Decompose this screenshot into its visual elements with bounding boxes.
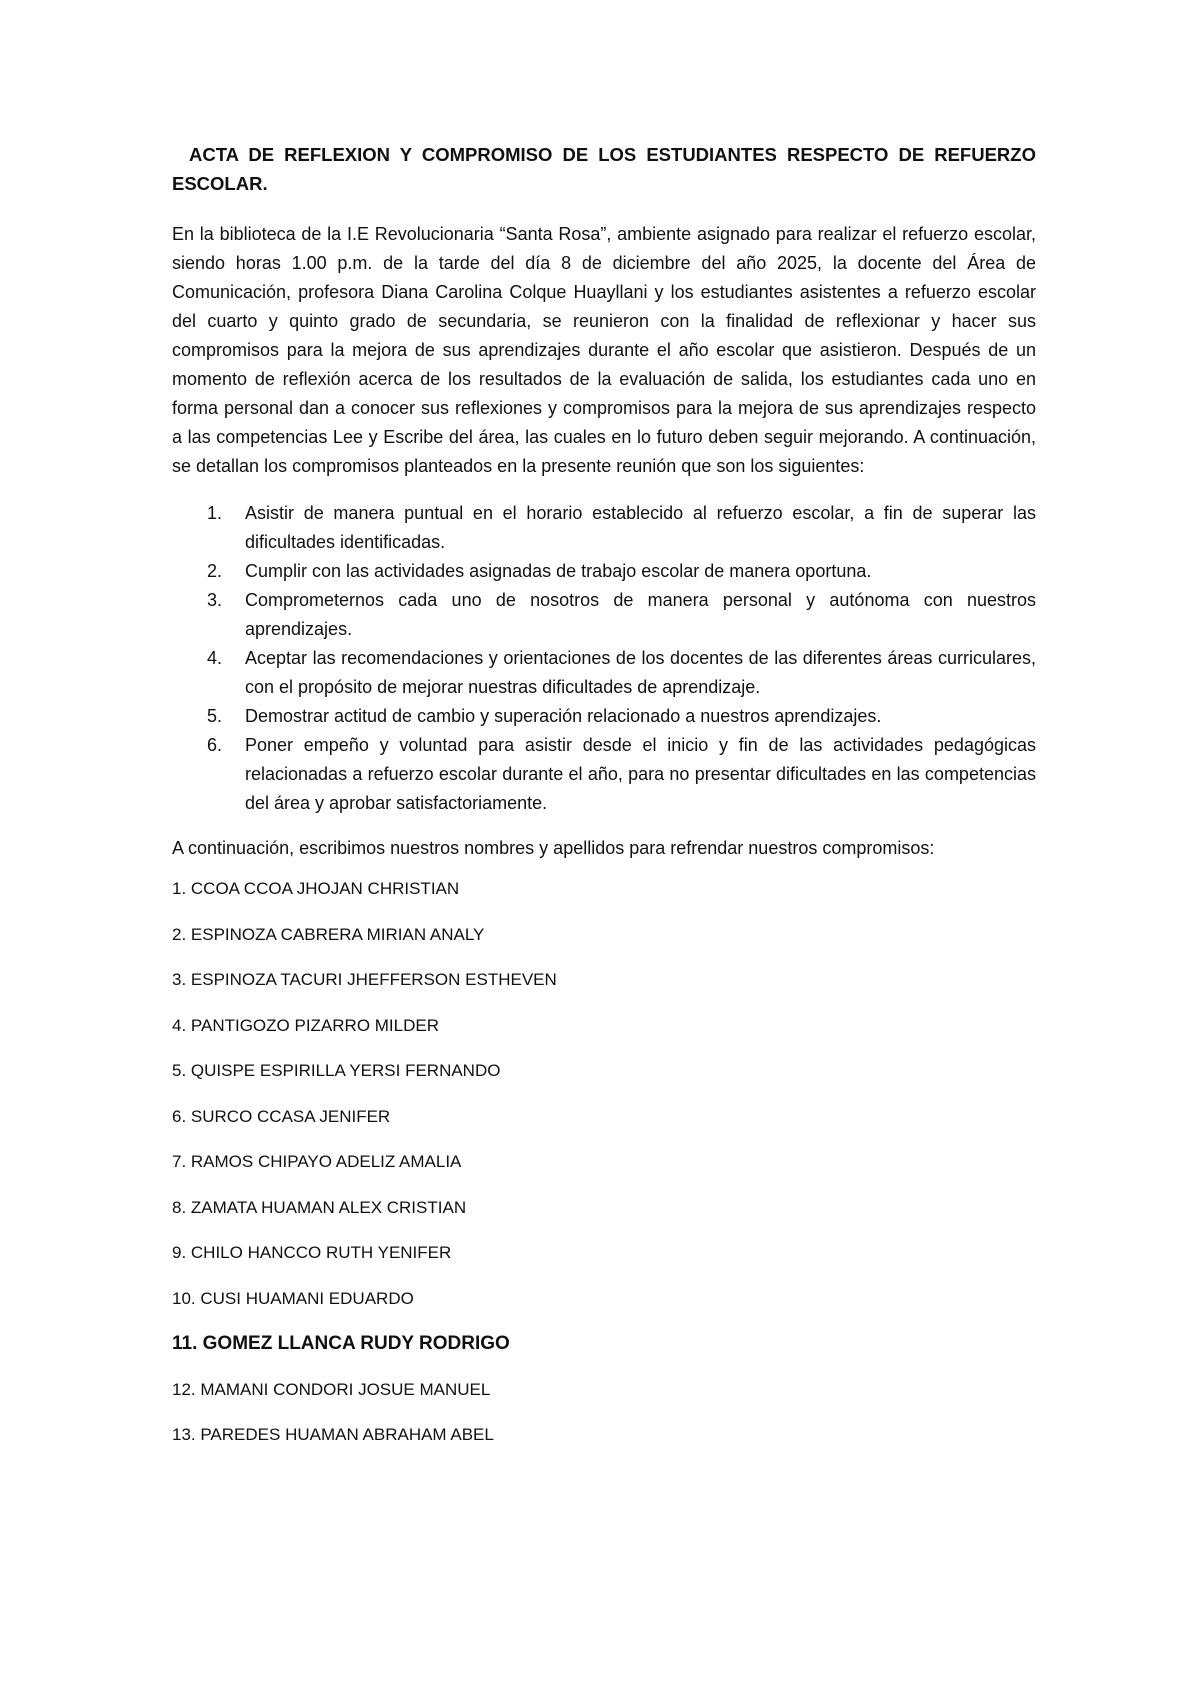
student-name: 5. QUISPE ESPIRILLA YERSI FERNANDO [172,1061,501,1080]
intro-paragraph: En la biblioteca de la I.E Revolucionaria “Santa Rosa”, ambiente asignado para realizar el refuerzo escolar, siendo horas 1.00 p.m. de la tarde del día 8 de diciembre del año 2025, la docente del Área de Comunicación, profesora Diana Carolina Colque Huayllani y los estudiantes asistentes a refuerzo escolar del cuarto y quinto grado de secundaria, se reunieron con la finalidad de reflexionar y hacer sus compromisos para la mejora de sus aprendizajes durante el año escolar que asistieron. Después de un momento de reflexión acerca de los resultados de la evaluación de salida, los estudiantes cada uno en forma personal dan a conocer sus reflexiones y compromisos para la mejora de sus aprendizajes respecto a las competencias Lee y Escribe del área, las cuales en lo futuro deben seguir mejorando. A continuación, se detallan los compromisos planteados en la presente reunión que son los siguientes: [172,224,1036,476]
student-name: 8. ZAMATA HUAMAN ALEX CRISTIAN [172,1197,467,1217]
commitment-item [172,731,1036,818]
commitment-item [172,557,1036,586]
commitment-number: 1. [207,503,223,523]
student-name: 4. PANTIGOZO PIZARRO MILDER [172,1015,439,1035]
commitment-text: Asistir de manera puntual en el horario establecido al refuerzo escolar, a fin de superar las dificultades identificadas. [245,503,1036,552]
commitment-item [172,644,1036,702]
student-name: 13. PAREDES HUAMAN ABRAHAM ABEL [172,1425,494,1444]
student-name: 11. GOMEZ LLANCA RUDY RODRIGO [172,1333,510,1354]
student-name: 1. CCOA CCOA JHOJAN CHRISTIAN [172,879,460,898]
student-name: 3. ESPINOZA TACURI JHEFFERSON ESTHEVEN [172,970,557,989]
commitment-item [172,702,1036,731]
student-signature-list [172,877,1036,1447]
document-title: ACTA DE REFLEXION Y COMPROMISO DE LOS ESTUDIANTES RESPECTO DE REFUERZO ESCOLAR. [172,144,1036,194]
commitment-number: 4. [207,648,223,668]
student-name: 12. MAMANI CONDORI JOSUE MANUEL [172,1379,491,1399]
student-name: 10. CUSI HUAMANI EDUARDO [172,1288,414,1308]
student-name: 9. CHILO HANCCO RUTH YENIFER [172,1243,452,1262]
commitment-number: 5. [207,706,223,726]
commitment-text: Comprometernos cada uno de nosotros de manera personal y autónoma con nuestros aprendizajes. [245,590,1036,639]
commitment-number: 3. [207,590,223,610]
commitment-number: 2. [207,561,223,581]
closing-paragraph: A continuación, escribimos nuestros nombres y apellidos para refrendar nuestros compromisos: [172,838,935,858]
commitment-text: Aceptar las recomendaciones y orientaciones de los docentes de las diferentes áreas curriculares, con el propósito de mejorar nuestras dificultades de aprendizaje. [245,648,1036,697]
commitment-text: Poner empeño y voluntad para asistir desde el inicio y fin de las actividades pedagógicas relacionadas a refuerzo escolar durante el año, para no presentar dificultades en las competencias del área y aprobar satisfactoriamente. [245,735,1036,813]
commitment-item [172,586,1036,644]
student-name: 2. ESPINOZA CABRERA MIRIAN ANALY [172,924,485,944]
student-name: 6. SURCO CCASA JENIFER [172,1106,391,1126]
commitment-text: Demostrar actitud de cambio y superación relacionado a nuestros aprendizajes. [245,706,882,726]
commitment-number: 6. [207,735,223,755]
student-name: 7. RAMOS CHIPAYO ADELIZ AMALIA [172,1152,462,1171]
commitment-text: Cumplir con las actividades asignadas de trabajo escolar de manera oportuna. [245,561,872,581]
commitments-list [172,499,1036,818]
commitment-item [172,499,1036,557]
